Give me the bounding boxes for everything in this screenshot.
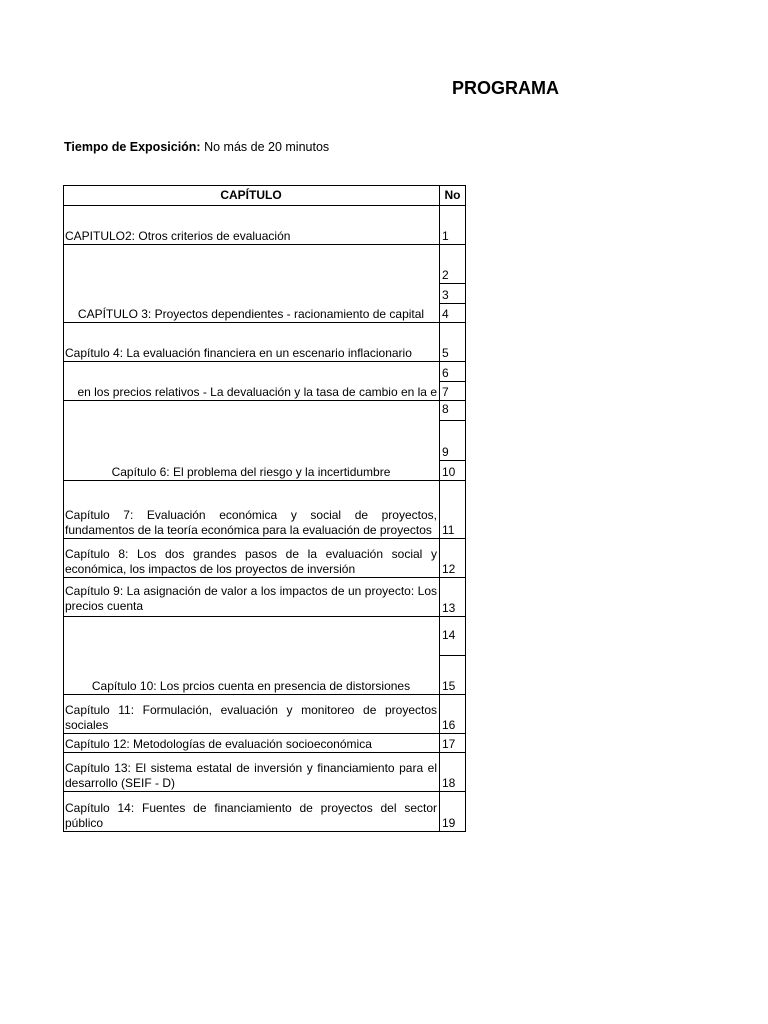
chapter-cell: en los precios relativos - La devaluación y la tasa de cambio en la e [77,384,437,399]
number-cell: 5 [442,345,449,360]
number-cell: 4 [442,306,449,321]
chapter-cell: Capítulo 4: La evaluación financiera en un escenario inflacionario [65,345,412,360]
number-cell: 17 [442,736,456,751]
chapters-table [63,185,466,832]
number-cell: 8 [442,402,449,416]
chapter-cell: Capítulo 6: El problema del riesgo y la incertidumbre [111,464,391,479]
chapter-cell: CAPITULO2: Otros criterios de evaluación [65,228,291,243]
chapter-cell: Capítulo 13: El sistema estatal de inversión y financiamiento para el desarrollo (SEIF - D) [65,761,437,790]
header-number: No [444,188,461,203]
chapter-cell: Capítulo 9: La asignación de valor a los impactos de un proyecto: Los precios cuenta [65,584,437,613]
row-line [63,831,466,832]
number-cell: 19 [442,815,456,830]
number-cell: 16 [442,717,456,732]
number-cell: 13 [442,600,456,615]
number-cell: 9 [442,444,449,459]
number-cell: 12 [442,561,456,576]
number-cell: 1 [442,228,449,243]
number-cell: 2 [442,267,449,282]
number-cell: 7 [442,384,449,399]
chapter-cell: Capítulo 14: Fuentes de financiamiento de proyectos del sector público [65,801,437,830]
exposure-value: No más de 20 minutos [204,140,330,154]
chapter-cell: Capítulo 12: Metodologías de evaluación socioeconómica [65,736,372,751]
number-cell: 18 [442,775,456,790]
number-cell: 6 [442,365,449,380]
chapter-cell: Capítulo 7: Evaluación económica y social de proyectos, fundamentos de la teoría económica para la evaluación de proyectos [65,508,437,537]
number-cell: 14 [442,628,456,643]
number-cell: 3 [442,287,449,302]
number-cell: 10 [442,464,456,479]
chapter-cell: Capítulo 8: Los dos grandes pasos de la evaluación social y económica, los impactos de los proyectos de inversión [65,547,437,576]
chapter-cell: CAPÍTULO 3: Proyectos dependientes - racionamiento de capital [77,306,425,321]
chapter-cell: Capítulo 11: Formulación, evaluación y monitoreo de proyectos sociales [65,703,437,732]
chapter-cell: Capítulo 10: Los prcios cuenta en presencia de distorsiones [91,678,411,693]
header-chapter: CAPÍTULO [220,188,282,203]
number-cell: 11 [442,522,455,537]
exposure-time [64,139,329,155]
page-title: PROGRAMA [452,78,559,98]
number-cell: 15 [442,678,456,693]
exposure-label: Tiempo de Exposición: [64,140,201,154]
